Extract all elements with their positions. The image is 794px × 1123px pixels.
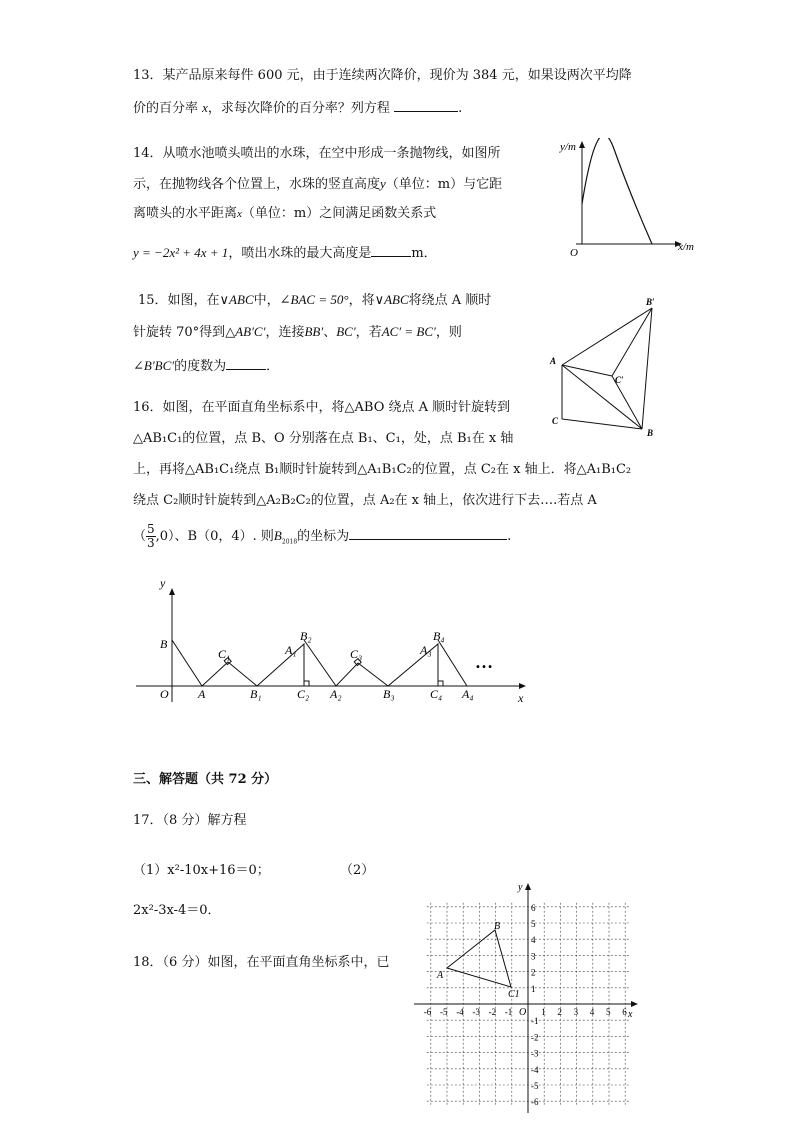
q14-parabola-graph [556,138,706,258]
q18-line1: 18．（6 分）如图，在平面直角坐标系中，已 [133,955,390,970]
q18-ytick-label: -6 [531,1097,539,1108]
q14-var-y: y [380,176,386,191]
q14-origin-label: O [570,247,578,258]
q15-line3 [133,355,279,376]
q16-chain-5 [438,640,467,686]
q13-end: . [458,101,463,116]
q18-xtick-label: 6 [622,1007,627,1017]
q14-y-arrow-icon [579,141,585,148]
q18-label-C1: C1 [508,989,520,1000]
q18-ytick-label: -4 [531,1064,539,1075]
q16-ellipsis: … [475,652,493,672]
q16-frac-den: 3 [147,536,155,550]
q14-var-x: x [237,208,242,220]
q15-label-C: C [552,416,559,426]
q17-line1: 17．（8 分）解方程 [133,813,247,828]
q18-ytick-label: -1 [531,1016,539,1027]
q14-text: 示，在抛物线各个位置上，水珠的竖直高度 [133,177,381,192]
q15-triangle-rot: △AB′C′ [225,324,266,339]
q13-text-2: ，求每次降价的百分率？列方程 [207,101,390,116]
q18-ytick-label: 2 [531,967,536,978]
q18-ytick-label: 6 [531,902,536,913]
q15-seg2: BC′ [336,324,356,339]
q15-label-Bp: B′ [646,297,655,307]
q16-line5 [133,521,511,558]
q15-triangle: ∨ABC [219,292,254,307]
q14-line2 [133,175,502,194]
q16-label-x: x [518,691,524,705]
q15-triangle-2: ∨ABC [374,292,409,307]
q16-label-B3: B₃ [383,687,395,701]
q16-label-B4: B₄ [433,629,445,643]
q16-label-A2: A₂ [330,687,342,701]
q18-label-y: y [518,882,523,893]
q15-line2 [133,323,462,342]
q18-ytick-label: 1 [531,983,536,994]
q18-xtick-label: 1 [541,1007,546,1017]
q15-t6: ，连接 [265,325,305,340]
q14-text-c: 离喷头的水平距离 [133,206,238,221]
q16-line3: 上，再将△AB₁C₁绕点 B₁顺时针旋转到△A₁B₁C₂的位置，点 C₂在 x 轴上．将△A₁B₁C₂ [133,462,632,477]
q17-part3: 2x²-3x-4＝0． [133,903,221,918]
q17-part2: （2） [340,863,375,878]
section3-title: 三、解答题（共 72 分） [133,772,278,787]
q18-label-B: B [494,921,501,932]
q18-xtick-label: 2 [557,1007,562,1017]
q15-angle-b: ∠B′BC′ [133,358,175,373]
q16-chain-3 [304,640,388,686]
q15-t4: 将绕点 A 顺时 [408,293,492,308]
q16-b-sub-index: 2018 [281,538,298,546]
q15-Bp-Cp [612,308,652,376]
q16-right-angle-C2 [304,681,309,686]
q15-AB [562,365,642,429]
q17-part1: （1）x²-10x+16＝0； [133,863,270,878]
q18-ytick-label: -3 [531,1048,539,1059]
q16-frac-num: 5 [147,522,155,536]
q14-parabola-curve [582,138,652,244]
q15-t1: 15．如图，在 [138,293,220,308]
q18-label-A: A [437,970,444,981]
q16-y-arrow-icon [169,588,175,595]
q15-label-A: A [550,356,557,366]
q14-text-b: （单位：m）与它距 [385,177,503,192]
q15-t2: 中， [253,293,280,308]
q15-angle: ∠BAC = 50° [279,292,349,307]
q18-label-O: O [519,1007,527,1018]
q13-answer-blank[interactable] [394,97,458,112]
q15-line1 [138,291,491,310]
q15-t7: 、 [323,325,337,340]
q15-label-Cp: C′ [615,375,624,385]
q14-formula: y = −2x² + 4x + 1 [133,245,229,260]
q16-t1: （ [133,529,147,544]
q16-label-y: y [160,578,166,590]
q15-t10: 的度数为 [174,359,227,374]
q15-end: ． [266,359,280,374]
q18-triangle-ABC [447,930,511,987]
q18-ytick-label: 5 [531,919,536,929]
q14-ylabel: y/m [560,141,576,153]
q15-BBp [642,308,652,429]
q18-xtick-label: -6 [423,1007,432,1017]
q18-y-arrow-icon [525,883,531,890]
q16-answer-blank[interactable] [349,525,507,540]
q14-line4 [133,242,437,263]
q16-label-B: B [160,637,168,651]
q15-t9: ，则 [435,325,462,340]
q16-line2: △AB₁C₁的位置，点 B、O 分别落在点 B₁、C₁，处，点 B₁在 x 轴 [133,431,514,446]
q15-label-B: B [647,428,654,438]
q18-xtick-label: 4 [589,1007,595,1017]
q16-line4: 绕点 C₂顺时针旋转到△A₂B₂C₂的位置，点 A₂在 x 轴上，依次进行下去….若点 A [133,493,597,508]
q14-line3 [133,205,436,223]
q18-xtick-label: -1 [504,1007,513,1017]
q16-label-B2: B₂ [300,629,312,643]
q16-label-A1: A₁ [285,643,297,657]
q16-label-C4: C₄ [430,687,443,701]
q16-chain-1 [172,640,257,686]
q18-ytick-label: -2 [531,1032,539,1043]
q18-xtick-label: -5 [440,1007,448,1017]
q13-variable: x [202,100,208,115]
q14-answer-blank[interactable] [371,242,411,257]
q15-t5: 针旋转 70°得到 [133,325,226,340]
q16-chain-2 [257,644,304,686]
q15-t8: ，若 [355,325,382,340]
q16-t2: ,0）、B（0，4）. 则 [155,529,274,544]
q18-xtick-label: 3 [573,1007,579,1017]
q18-xtick-label: -4 [456,1007,464,1017]
q14-unit: m． [411,246,437,261]
q16-fraction [146,523,156,550]
q16-label-C1: C₁ [218,647,231,661]
q18-coordinate-grid [410,877,642,1117]
q15-answer-blank[interactable] [226,355,266,370]
q15-eq: AC′ = BC′ [381,324,436,339]
q16-label-A: A [198,687,206,701]
q14-text-e: ，喷出水珠的最大高度是 [228,246,372,261]
q18-xtick-label: -3 [472,1007,480,1017]
q16-label-C2: C₂ [297,687,310,701]
q16-label-B1: B₁ [250,687,262,701]
q16-label-A3: A₃ [420,643,432,657]
q14-xlabel: x/m [678,241,694,253]
q18-label-x: x [628,1009,633,1020]
q16-line1: 16．如图，在平面直角坐标系中，将△ABO 绕点 A 顺时针旋转到 [133,400,511,415]
q16-right-angle-C4 [438,681,443,686]
q13-text: 价的百分率 [133,101,203,116]
q15-AB-prime [562,308,652,365]
q14-line1: 14．从喷水池喷头喷出的水珠，在空中形成一条抛物线，如图所 [133,146,501,161]
q14-text-d: （单位：m）之间满足函数关系式 [241,206,437,221]
q16-end: . [507,529,512,544]
q18-ytick-label: 3 [531,951,536,962]
q16-x-arrow-icon [519,683,526,689]
q15-t3: ，将 [348,293,375,308]
q15-CB [562,419,642,429]
q13-line1: 13．某产品原来每件 600 元，由于连续两次降价，现价为 384 元，如果设两次平均降 [133,68,632,83]
q18-x-arrow-icon [631,1001,638,1007]
q16-label-O: O [160,687,169,701]
q18-ytick-label: 4 [531,935,536,946]
q16-b-sub: B [273,528,282,543]
q13-line2 [133,97,462,118]
q16-rotation-figure [130,578,530,708]
q18-xtick-label: 5 [606,1007,611,1017]
q16-label-A4: A₄ [462,687,474,701]
q15-seg1: BB′ [304,324,324,339]
q16-label-C3: C₃ [350,647,363,661]
q15-rotation-figure [548,296,660,438]
q18-xtick-label: -2 [488,1007,497,1017]
q18-ytick-label: -5 [531,1081,539,1091]
q16-t3: 的坐标为 [297,529,350,544]
